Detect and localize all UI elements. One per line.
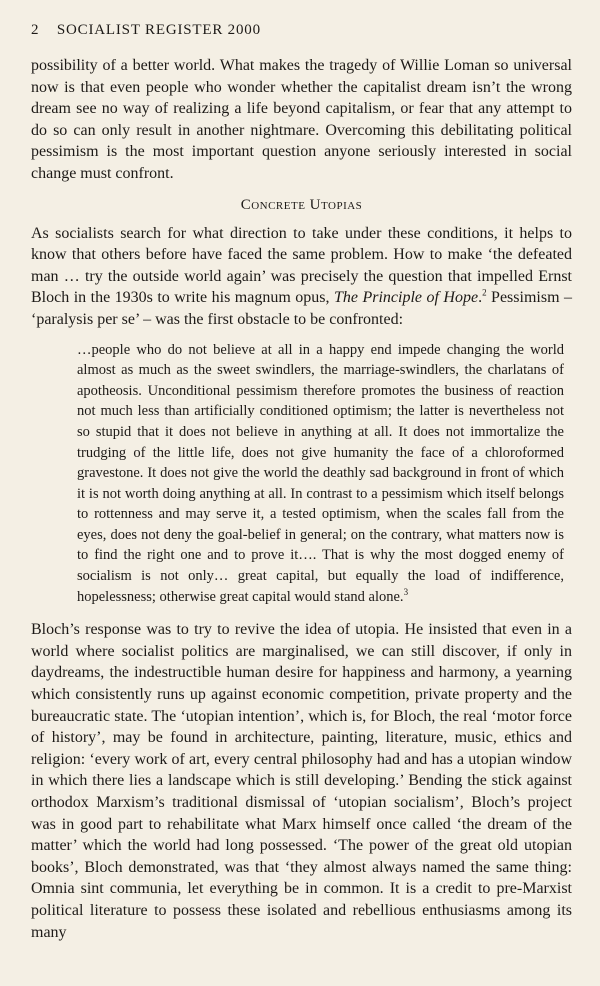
- footnote-marker-3: 3: [403, 586, 409, 597]
- paragraph-3: Bloch’s response was to try to revive the idea of utopia. He insisted that even in a world where socialist politics are marginalised, we can still discover, if only in daydreams, the indestructible human desire for happiness and harmony, a yearning which consistently runs up against economic competition, private property and the bureaucratic state. The ‘utopian intention’, which is, for Bloch, the real ‘motor force of history’, may be found in architecture, painting, literature, music, ethics and religion: ‘every work of art, every central philosophy had and has a utopian window in which there lies a landscape which is still developing.’ Bending the stick against orthodox Marxism’s traditional dismissal of ‘utopian socialism’, Bloch’s project was in good part to rehabilitate what Marx himself once called ‘the dream of the matter’ which the world had long possessed. ‘The power of the great old utopian books’, Bloch demonstrated, was that ‘they almost always named the same thing: Omnia sint communia, let everything be in common. It is a credit to pre-Marxist political literature to possess these isolated and rebellious enthusiasms among its many: [31, 621, 572, 941]
- paragraph-2-text-mid: .: [478, 289, 483, 307]
- paragraph-2: [31, 223, 572, 331]
- running-head: [31, 22, 572, 39]
- paragraph-2-text-after: Pessimism – ‘paralysis per se’ – was the first obstacle to be confronted:: [31, 289, 573, 328]
- running-title: SOCIALIST REGISTER 2000: [56, 22, 261, 38]
- paragraph-1: possibility of a better world. What makes the tragedy of Willie Loman so universal now is that even people who wonder whether the capitalist dream isn’t the wrong dream see no way of realizing a life beyond capitalism, or fear that any attempt to do so can only result in another nightmare. Overcoming this debilitating political pessimism is the most important question anyone seriously interested in social change must confront.: [31, 57, 572, 182]
- footnote-marker-2: 2: [482, 288, 487, 299]
- block-quote-text: …people who do not believe at all in a happy end impede changing the world almost as much as the sweet swindlers, the marriage-swindlers, the charlatans of apotheosis. Unconditional pessimism therefore promotes the business of reaction not much less than artificially conditioned optimism; the latter is nevertheless not so stupid that it does not believe in anything at all. It does not immortalize the trudging of the little life, does not give humanity the face of a chloroformed gravestone. It does not give the world the deathly sad background in front of which it is not worth doing anything at all. In contrast to a pessimism which itself belongs to rottenness and may serve it, a tested optimism, when the scales fall from the eyes, does not deny the goal-belief in general; on the contrary, what matters now is to find the right one and to prove it…. That is why the most dogged enemy of socialism is not only… great capital, but equally the load of indifference, hopelessness; otherwise great capital would stand alone.: [77, 341, 564, 605]
- section-heading: Concrete Utopias: [240, 196, 363, 213]
- page-number: 2: [31, 22, 39, 38]
- paragraph-2-text-before: As socialists search for what direction to take under these conditions, it helps to know that others before have faced the same problem. How to make ‘the defeated man … try the outside world again’ was precisely the question that impelled Ernst Bloch in the 1930s to write his magnum opus,: [31, 224, 572, 307]
- book-title: The Principle of Hope: [333, 289, 479, 307]
- block-quote: [77, 340, 564, 608]
